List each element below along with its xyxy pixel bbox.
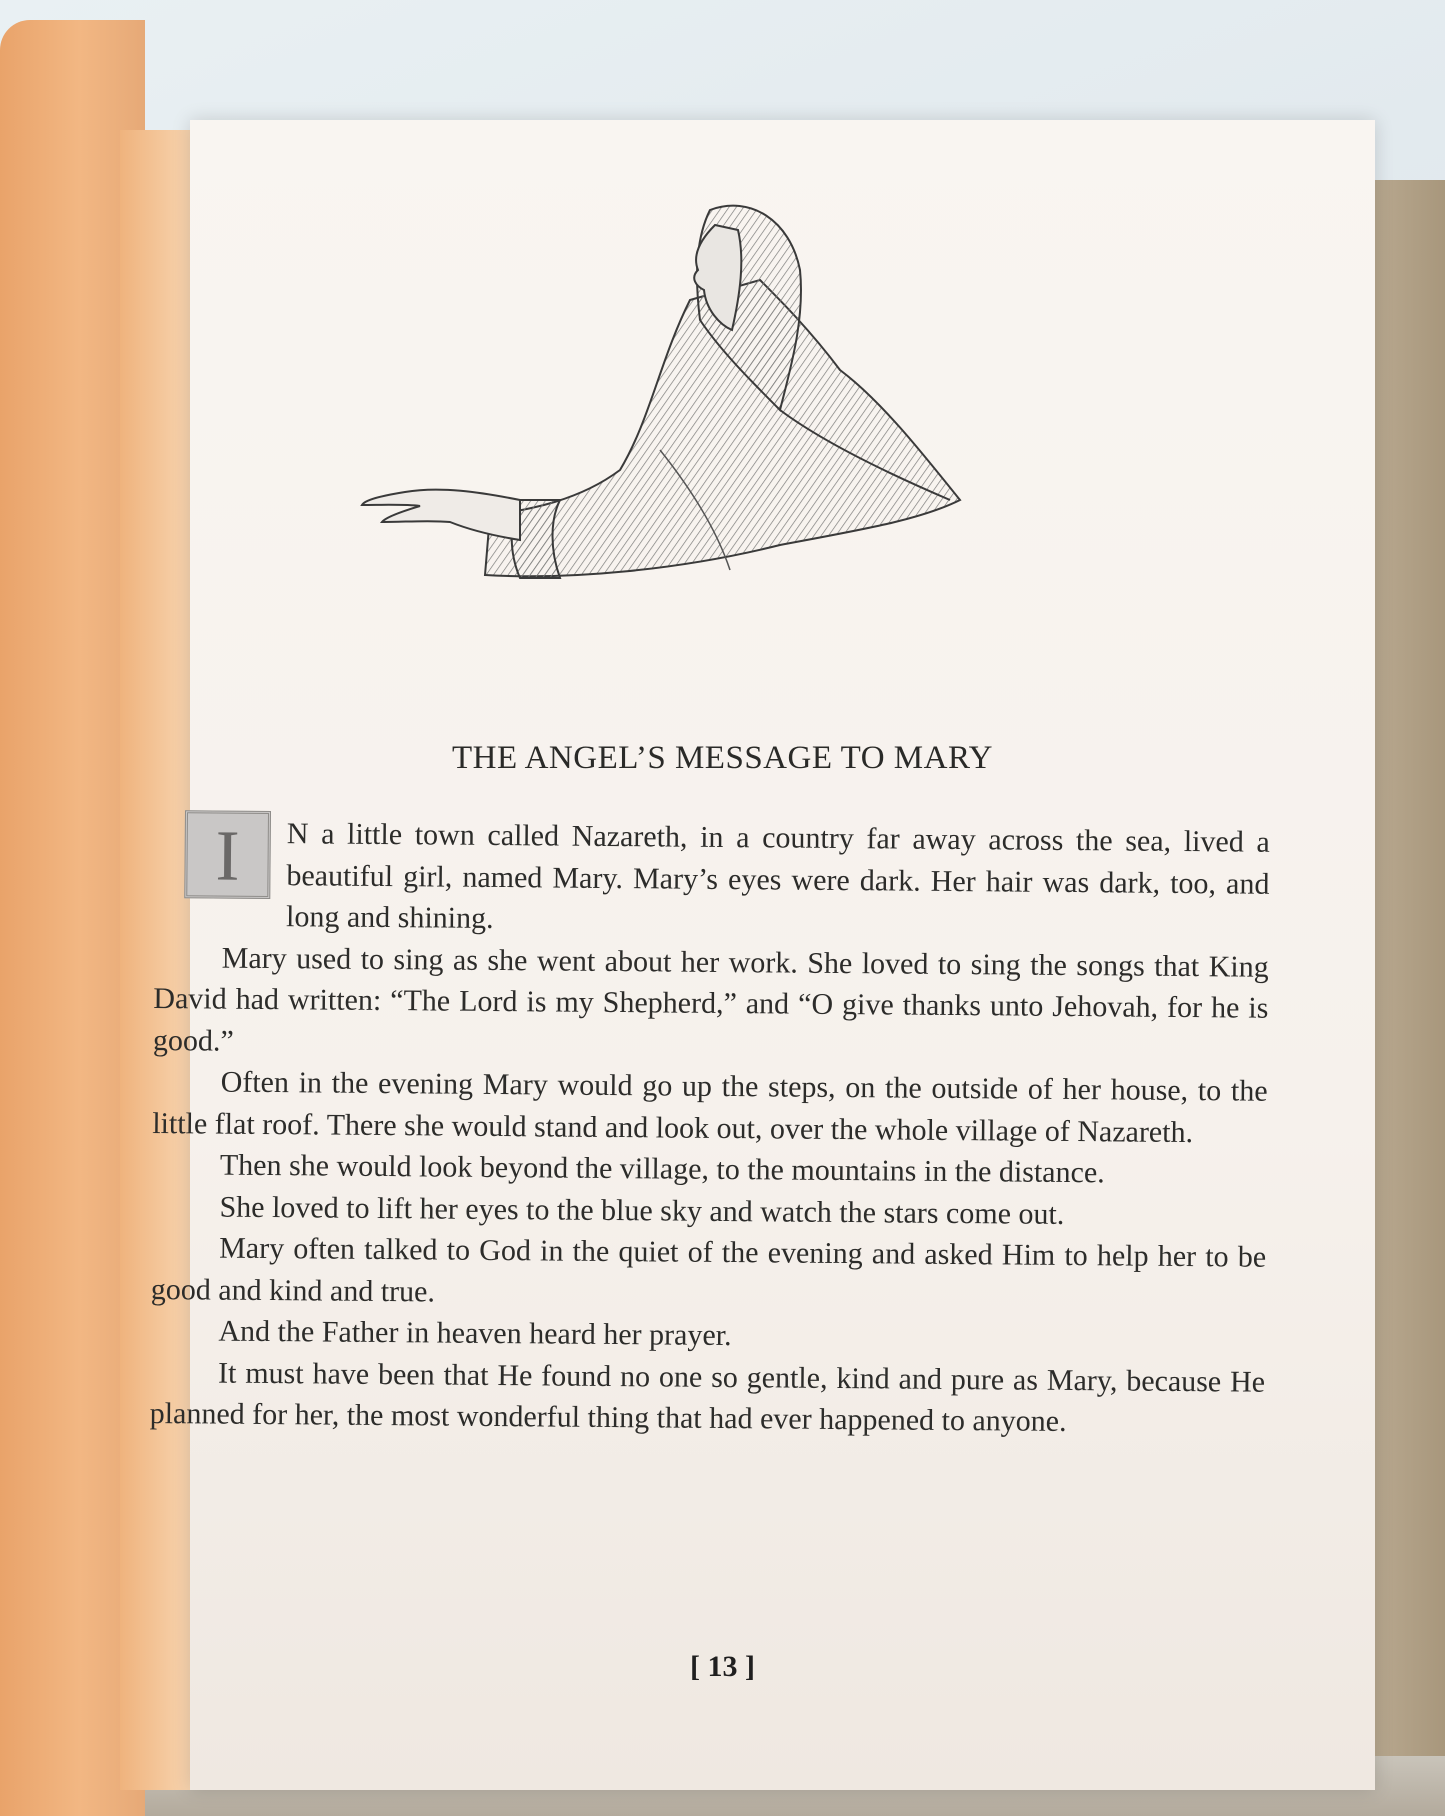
hand-shape xyxy=(362,490,520,540)
paragraph-4: Then she would look beyond the village, to the mountains in the distance. xyxy=(219,1148,1105,1190)
paragraph-6: Mary often talked to God in the quiet of the evening and asked Him to help her to be good and kind and true. xyxy=(150,1231,1267,1308)
drop-cap: I xyxy=(184,810,271,899)
story-text xyxy=(150,812,1270,1444)
page-number: [ 13 ] xyxy=(690,1650,755,1683)
paragraph-2: Mary used to sing as she went about her work. She loved to sing the songs that King David had written: “The Lord is my Shepherd,” and “O give thanks unto Jehovah, for he is good.” xyxy=(152,941,1269,1058)
paragraph-5: She loved to lift her eyes to the blue sky and watch the stars come out. xyxy=(219,1190,1065,1231)
paragraph-8: It must have been that He found no one so gentle, kind and pure as Mary, because He planned for her, the most wonderful thing that had ever happened to anyone. xyxy=(149,1356,1266,1438)
paragraph-3: Often in the evening Mary would go up the steps, on the outside of her house, to the little flat roof. There she would stand and look out, over the whole village of Nazareth. xyxy=(152,1065,1268,1149)
chapter-title: THE ANGEL’S MESSAGE TO MARY xyxy=(452,740,993,776)
paragraph-7: And the Father in heaven heard her prayer. xyxy=(218,1314,732,1353)
praying-woman-illustration xyxy=(360,200,1080,640)
paragraph-1: N a little town called Nazareth, in a country far away across the sea, lived a beautiful girl, named Mary. Mary’s eyes were dark. Her hair was dark, too, and long and shining. xyxy=(285,817,1270,935)
